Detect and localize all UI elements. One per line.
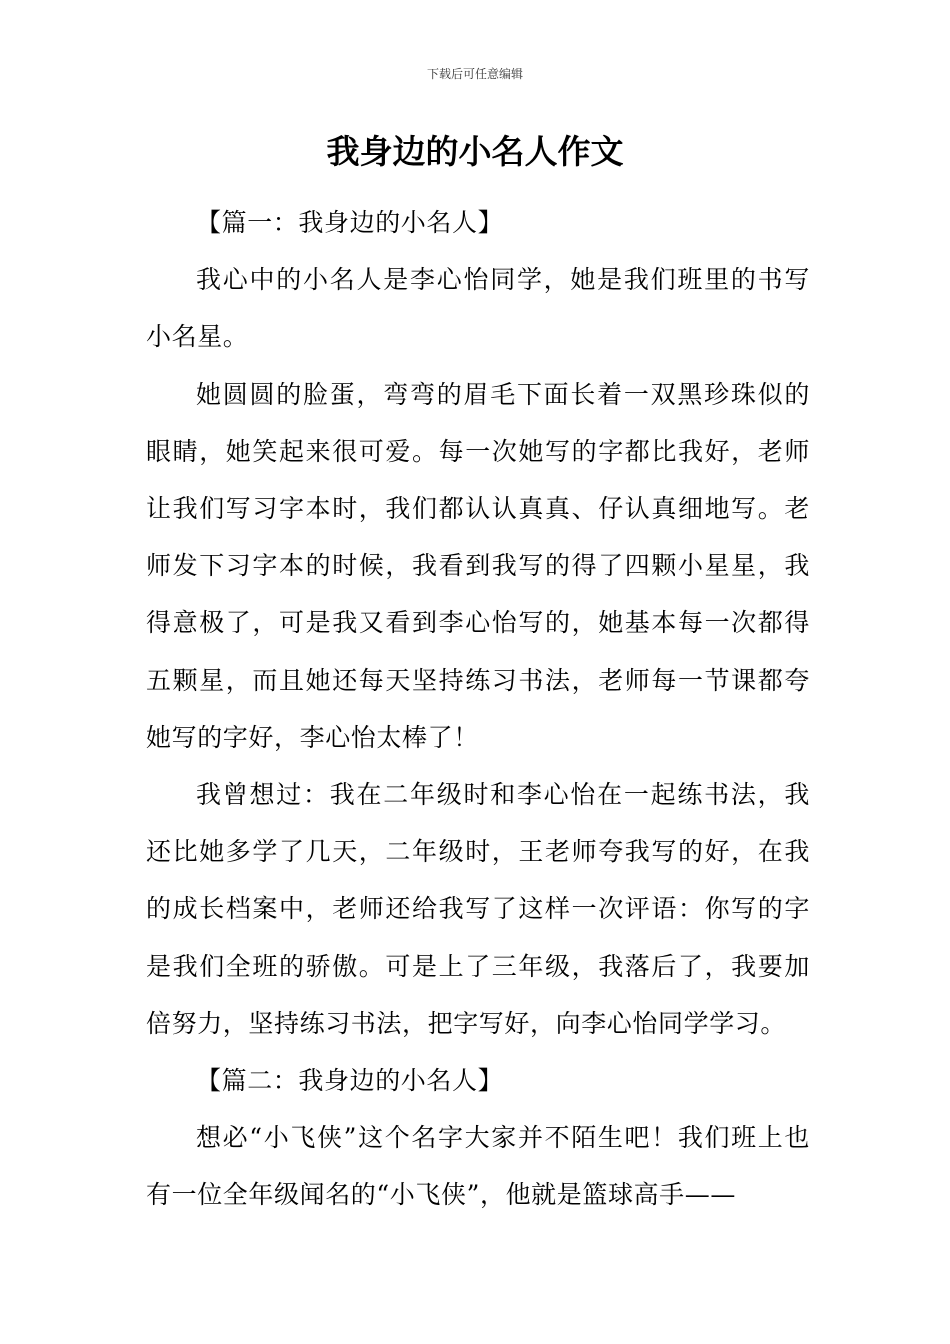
- section-heading-2: 【篇二：我身边的小名人】: [196, 1066, 504, 1096]
- section-heading-1: 【篇一：我身边的小名人】: [196, 208, 504, 237]
- paragraph-1: 我心中的小名人是李心怡同学，她是我们班里的书写小名星。: [146, 265, 810, 352]
- document-title: 我身边的小名人作文: [326, 132, 624, 171]
- paragraph-4: 想必“小飞侠”这个名字大家并不陌生吧！我们班上也有一位全年级闻名的“小飞侠”，他就是篮球高手——: [146, 1123, 810, 1210]
- paragraph-2: 她圆圆的脸蛋，弯弯的眉毛下面长着一双黑珍珠似的眼睛，她笑起来很可爱。每一次她写的字都比我好，老师让我们写习字本时，我们都认认真真、仔认真细地写。老师发下习字本的时候，我看到我写的得了四颗小星星，我得意极了，可是我又看到李心怡写的，她基本每一次都得五颗星，而且她还每天坚持练习书法，老师每一节课都夸她写的字好，李心怡太棒了！: [146, 379, 810, 752]
- header-note: 下载后可任意编辑: [426, 67, 523, 81]
- document-body: [146, 194, 810, 1224]
- paragraph-3: 我曾想过：我在二年级时和李心怡在一起练书法，我还比她多学了几天，二年级时，王老师夸我写的好，在我的成长档案中，老师还给我写了这样一次评语：你写的字是我们全班的骄傲。可是上了三年级，我落后了，我要加倍努力，坚持练习书法，把字写好，向李心怡同学学习。: [146, 780, 810, 1038]
